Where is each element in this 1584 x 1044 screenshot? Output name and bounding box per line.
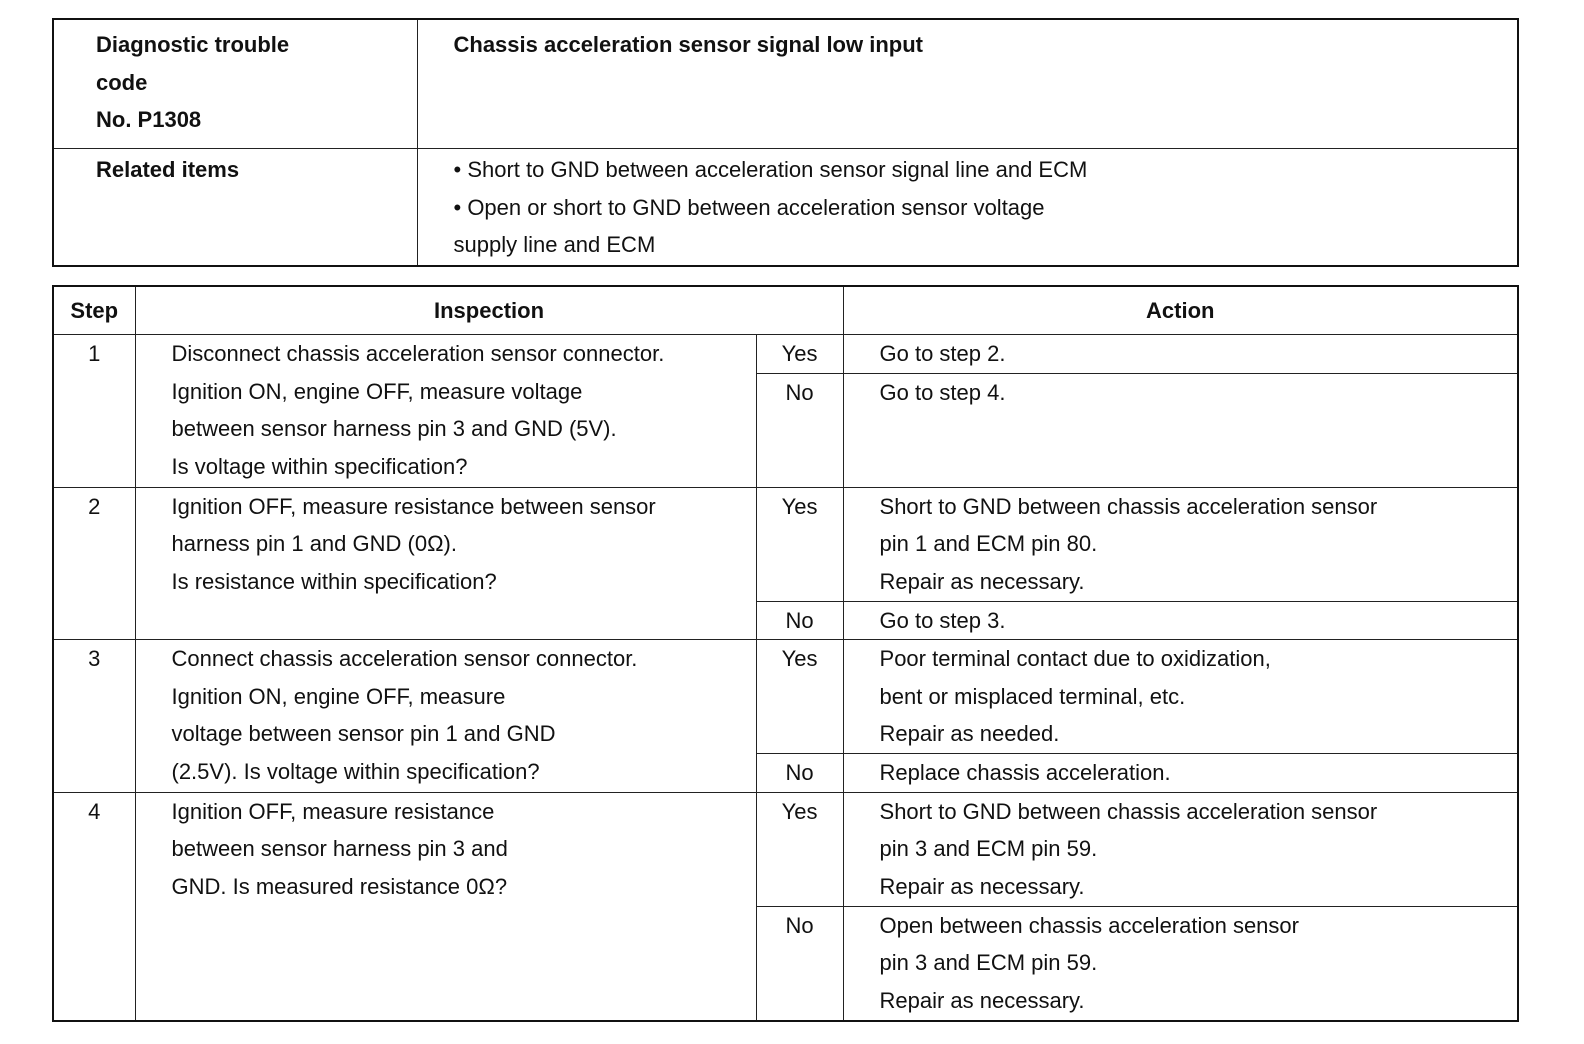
yes-label: Yes <box>756 487 843 601</box>
step-number: 2 <box>53 487 135 640</box>
action-line: pin 3 and ECM pin 59. <box>879 836 1098 861</box>
step-inspection <box>135 487 756 640</box>
dtc-code: No. P1308 <box>96 107 202 132</box>
step-inspection <box>135 792 756 1021</box>
action-line: pin 3 and ECM pin 59. <box>879 950 1098 975</box>
dtc-header-table <box>52 18 1519 267</box>
action-line: Short to GND between chassis acceleration sensor <box>879 798 1378 824</box>
action-line: Repair as necessary. <box>879 568 1085 594</box>
table-header-row <box>53 286 1518 335</box>
action-line: Go to step 3. <box>879 607 1006 633</box>
column-header-step: Step <box>53 286 135 335</box>
action-line: bent or misplaced terminal, etc. <box>879 683 1186 709</box>
table-row <box>53 640 1518 754</box>
related-item: • Short to GND between acceleration sensor signal line and ECM <box>453 157 1088 182</box>
inspection-line: Connect chassis acceleration sensor connector. <box>171 646 638 671</box>
diagnostic-steps-table <box>52 285 1519 1022</box>
table-row <box>53 487 1518 601</box>
inspection-line: voltage between sensor pin 1 and GND <box>171 721 556 746</box>
related-items-label-cell <box>53 149 417 267</box>
no-label: No <box>756 906 843 1021</box>
action-line: Open between chassis acceleration sensor <box>879 912 1299 938</box>
no-action <box>843 906 1518 1021</box>
action-line: Repair as necessary. <box>879 987 1085 1013</box>
action-line: Repair as necessary. <box>879 873 1085 899</box>
dtc-label-line: code <box>96 69 148 95</box>
step-number: 3 <box>53 640 135 793</box>
yes-action <box>843 640 1518 754</box>
yes-label: Yes <box>756 640 843 754</box>
inspection-line: (2.5V). Is voltage within specification? <box>171 758 540 784</box>
no-label: No <box>756 754 843 793</box>
yes-action <box>843 487 1518 601</box>
related-item: • Open or short to GND between acceleration sensor voltage <box>453 194 1045 220</box>
action-line: Poor terminal contact due to oxidization, <box>879 646 1271 671</box>
step-number: 1 <box>53 335 135 488</box>
step-inspection <box>135 335 756 488</box>
no-label: No <box>756 373 843 487</box>
yes-label: Yes <box>756 792 843 906</box>
yes-action <box>843 335 1518 374</box>
related-items-label: Related items <box>96 157 240 182</box>
inspection-line: Is resistance within specification? <box>171 568 497 594</box>
no-action <box>843 601 1518 640</box>
yes-label: Yes <box>756 335 843 374</box>
column-header-action: Action <box>843 286 1518 335</box>
related-items-row <box>53 149 1518 267</box>
inspection-line: GND. Is measured resistance 0Ω? <box>171 873 508 899</box>
action-line: Go to step 4. <box>879 379 1006 405</box>
dtc-title-text: Chassis acceleration sensor signal low input <box>453 32 923 57</box>
action-line: Repair as needed. <box>879 721 1060 746</box>
table-row <box>53 792 1518 906</box>
step-inspection <box>135 640 756 793</box>
inspection-line: Ignition OFF, measure resistance <box>171 798 495 824</box>
inspection-line: harness pin 1 and GND (0Ω). <box>171 531 457 556</box>
inspection-line: between sensor harness pin 3 and GND (5V). <box>171 416 617 441</box>
inspection-line: Is voltage within specification? <box>171 453 468 479</box>
action-line: Short to GND between chassis acceleration sensor <box>879 493 1378 519</box>
table-row <box>53 335 1518 374</box>
yes-action <box>843 792 1518 906</box>
related-item-continuation: supply line and ECM <box>453 232 656 257</box>
related-items-list <box>417 149 1518 267</box>
no-action <box>843 373 1518 487</box>
action-line: Replace chassis acceleration. <box>879 760 1171 785</box>
dtc-label-cell <box>53 19 417 149</box>
inspection-line: Ignition ON, engine OFF, measure <box>171 683 506 709</box>
no-label: No <box>756 601 843 640</box>
inspection-line: Ignition OFF, measure resistance between sensor <box>171 493 656 519</box>
dtc-row <box>53 19 1518 149</box>
inspection-line: between sensor harness pin 3 and <box>171 836 508 861</box>
dtc-title <box>417 19 1518 149</box>
action-line: Go to step 2. <box>879 341 1006 366</box>
column-header-inspection: Inspection <box>135 286 843 335</box>
no-action <box>843 754 1518 793</box>
inspection-line: Disconnect chassis acceleration sensor connector. <box>171 341 665 366</box>
step-number: 4 <box>53 792 135 1021</box>
action-line: pin 1 and ECM pin 80. <box>879 531 1098 556</box>
dtc-label-line: Diagnostic trouble <box>96 32 290 57</box>
inspection-line: Ignition ON, engine OFF, measure voltage <box>171 378 583 404</box>
